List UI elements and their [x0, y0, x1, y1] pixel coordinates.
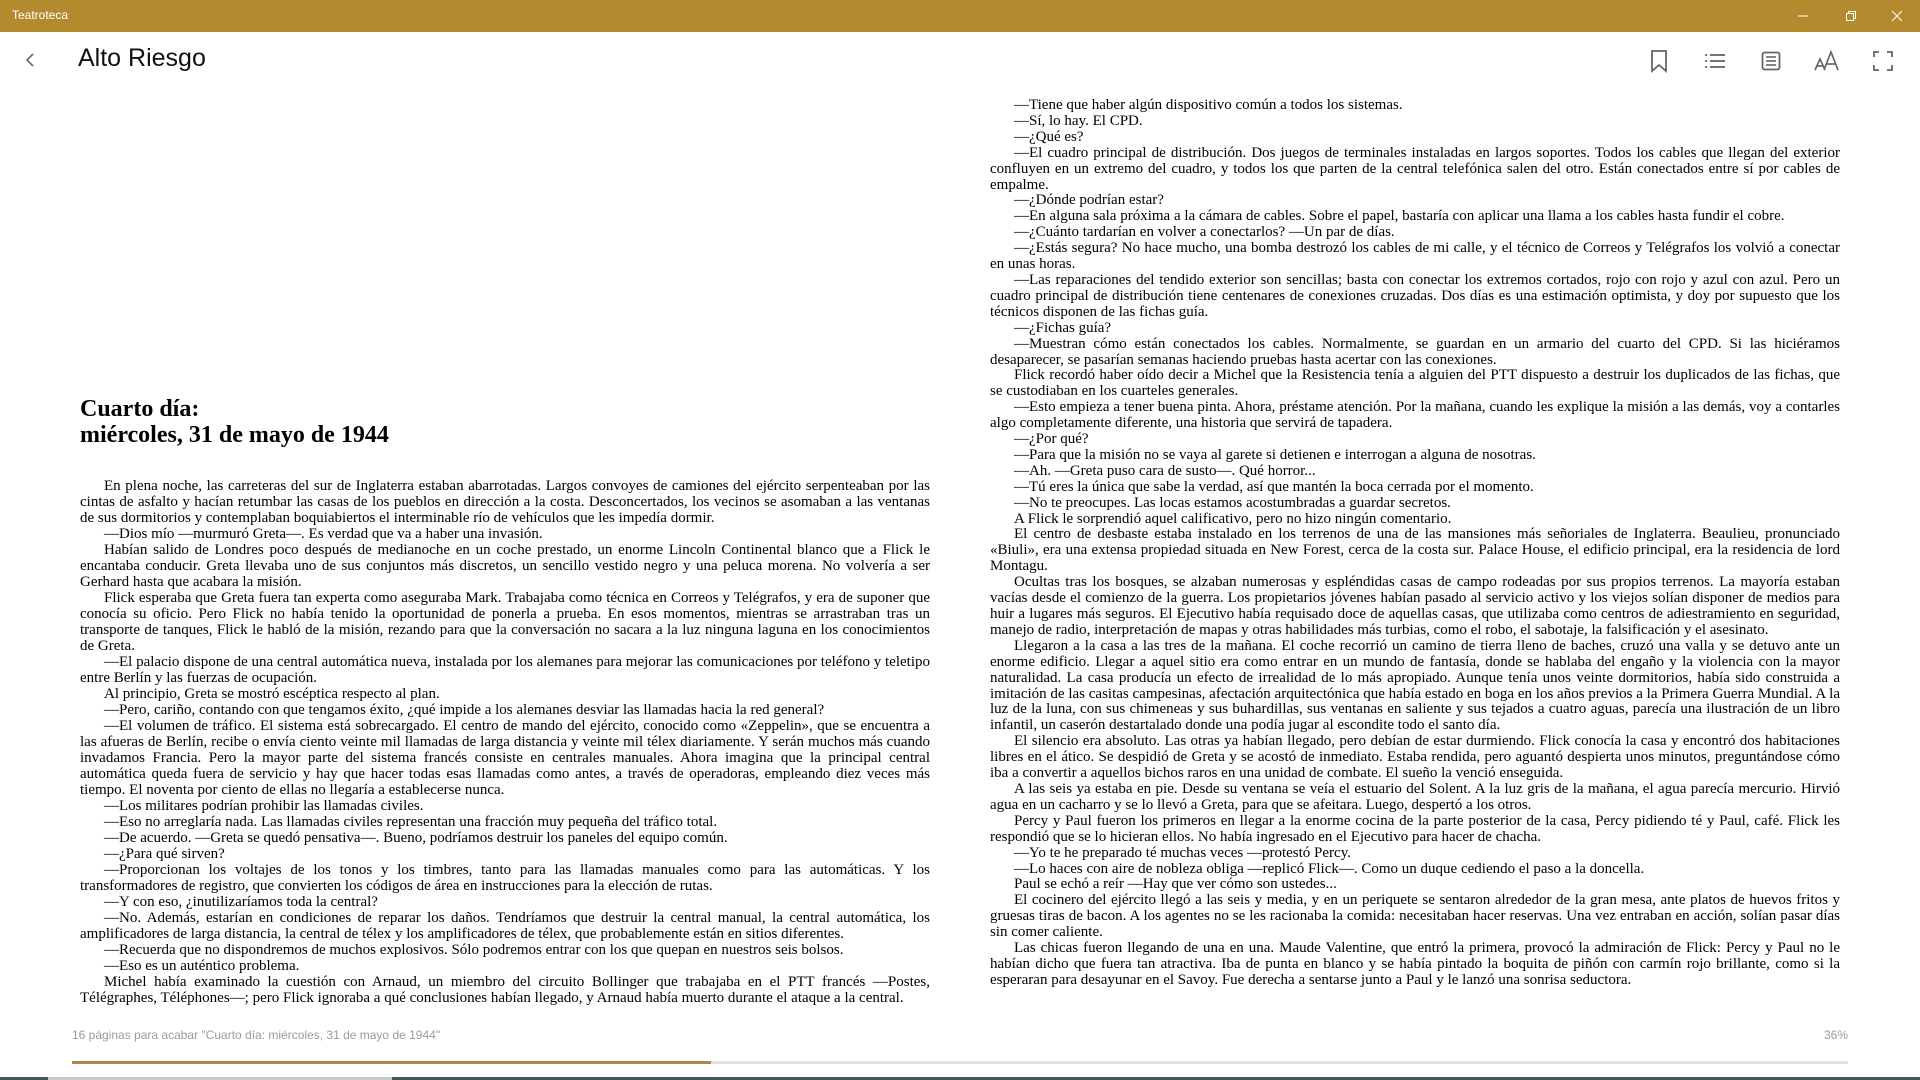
paragraph: —¿Fichas guía? [1014, 319, 1112, 336]
paragraph: —Lo haces con aire de nobleza obliga —replicó Flick—. Como un duque cediendo el paso a la doncella. [1014, 860, 1645, 877]
paragraph: —Eso es un auténtico problema. [104, 958, 300, 974]
paragraph: —Esto empieza a tener buena pinta. Ahora, préstame atención. Por la mañana, cuando les explique la misión a las demás, voy a contarles algo completamente diferente, una historia que servirá de tapadera. [990, 399, 1840, 432]
back-button[interactable] [18, 48, 42, 72]
chevron-left-icon [18, 48, 42, 72]
paragraph: —En alguna sala próxima a la cámara de cables. Sobre el papel, bastaría con aplicar una llama a los cables hasta fundir el cobre. [1014, 208, 1785, 225]
paragraph: En plena noche, las carreteras del sur de Inglaterra estaban abarrotadas. Largos convoyes de camiones del ejército serpenteaban por las cintas de asfalto y hacían retumbar las casas de los pueblos en dirección a la costa. Desconcertados, los vecinos se asomaban a las ventanas de sus dormitorios y contemplaban boquiabiertos el interminable río de vehículos que les impedía dormir. [80, 478, 930, 526]
paragraph: —Tú eres la única que sabe la verdad, así que mantén la boca cerrada por el momento. [1014, 478, 1534, 495]
paragraph: —El volumen de tráfico. El sistema está sobrecargado. El centro de mando del ejército, conocido como «Zeppelin», que se encuentra a las afueras de Berlín, recibe o envía ciento veinte mil llamadas de larga distancia y veinte mil télex diariamente. Y serán muchos más cuando invadamos Francia. Pero la mayor parte del sistema francés consiste en centrales manuales. Ahora imagina que la principal central automática queda fuera de servicio y hay que hacer todas esas llamadas como antes, a través de operadoras, empleando diez veces más tiempo. El noventa por ciento de ellas no llegaría a establecerse nunca. [80, 718, 930, 798]
paragraph: —El cuadro principal de distribución. Dos juegos de terminales instaladas en largos soportes. Todos los cables que llegan del exterior confluyen en un extremo del cuadro, y todos los que parten de la central telefónica salen del otro. Están conectados entre sí por cables de empalme. [990, 144, 1840, 193]
paragraph: —Y con eso, ¿inutilizaríamos toda la central? [104, 894, 378, 910]
paragraph: Percy y Paul fueron los primeros en llegar a la enorme cocina de la parte posterior de la casa, Percy pidiendo té y Paul, café. Flick les respondió que se lo hicieran ellos. No había ingresado en el Ejecutivo para hacer de chacha. [990, 812, 1840, 845]
right-page-text [990, 98, 1840, 989]
minimize-button[interactable] [1780, 0, 1826, 32]
bookmark-button[interactable] [1644, 46, 1674, 76]
fullscreen-icon [1873, 51, 1893, 71]
paragraph: El cocinero del ejército llegó a las seis y media, y en un periquete se sentaron alrededor de la gran mesa, ante platos de huevos fritos y gruesas tiras de bacon. A los agentes no se les racionaba la comida: necesitaban hacer reservas. Una vez entraban en acción, solían pasar días sin comer caliente. [990, 892, 1840, 941]
font-size-button[interactable] [1812, 46, 1842, 76]
paragraph: Flick recordó haber oído decir a Michel que la Resistencia tenía a alguien del PTT dispuesto a destruir los duplicados de las fichas, que se custodiaban en los cuarteles generales. [990, 367, 1840, 400]
fullscreen-button[interactable] [1868, 46, 1898, 76]
paragraph: —Ah. —Greta puso cara de susto—. Qué horror... [1014, 462, 1316, 479]
notes-button[interactable] [1756, 46, 1786, 76]
paragraph: —Recuerda que no dispondremos de muchos explosivos. Sólo podremos entrar con los que quepan en nuestros seis bolsos. [104, 942, 844, 958]
paragraph: —Dios mío —murmuró Greta—. Es verdad que va a haber una invasión. [104, 526, 543, 542]
paragraph: —Muestran cómo están conectados los cables. Normalmente, se guardan en un armario del cuarto del CPD. Si las hiciéramos desaparecer, se pasarían semanas haciendo pruebas hasta acertar con las conexiones. [990, 335, 1840, 368]
paragraph: —¿Por qué? [1014, 431, 1089, 448]
list-icon [1704, 51, 1726, 71]
paragraph: —Para que la misión no se vaya al garete si detienen e interrogan a alguna de nosotras. [1014, 446, 1536, 463]
paragraph: —Proporcionan los voltajes de los tonos y los timbres, tanto para las llamadas manuales como para las automáticas. Y los transformadores de registro, que convierten los códigos de área en instrucciones para la elección de rutas. [80, 862, 930, 894]
paragraph: Paul se echó a reír —Hay que ver cómo son ustedes... [1014, 876, 1337, 893]
paragraph: —¿Cuánto tardarían en volver a conectarlos? —Un par de días. [1014, 224, 1395, 241]
book-title: Alto Riesgo [78, 44, 206, 72]
paragraph: Flick esperaba que Greta fuera tan experta como aseguraba Mark. Trabajaba como técnica en Correos y Telégrafos, y era de suponer que conocía su oficio. Pero Flick no había tenido la oportunidad de ponerla a prueba. En esos momentos, mientras se arrastraban tras un transporte de tanques, Flick le habló de la misión, rezando para que la conversación no sacara a la luz ninguna laguna en los conocimientos de Greta. [80, 590, 930, 654]
restore-icon [1846, 11, 1856, 21]
paragraph: —De acuerdo. —Greta se quedó pensativa—. Bueno, podríamos destruir los paneles del equipo común. [104, 830, 728, 846]
progress-percent: 36% [1823, 1028, 1848, 1042]
paragraph: —Yo te he preparado té muchas veces —protestó Percy. [1014, 844, 1351, 861]
app-name: Teatroteca [12, 8, 69, 22]
paragraph: Llegaron a la casa a las tres de la mañana. El coche recorrió un camino de tierra lleno de baches, cruzó una valla y se detuvo ante un enorme edificio. Llegar a aquel sitio era como entrar en un mundo de fantasía, donde se hablaba del engaño y la violencia con la mayor naturalidad. La casa producía un efecto de irrealidad de lo más apropiado. Aunque tenía unos veinte dormitorios, había sido construida a imitación de las casitas campesinas, afectación arquitectónica que había estado en boga en los años previos a la Primera Guerra Mundial. A la luz de la luna, con sus chimeneas y sus buhardillas, sus ventanas en saliente y sus tejados a cuatro aguas, parecía una ilustración de un libro infantil, un caserón destartalado donde una podía jugar al escondite todo el santo día. [990, 637, 1840, 734]
chapter-title-line2: miércoles, 31 de mayo de 1944 [80, 422, 389, 448]
paragraph: —Eso no arreglaría nada. Las llamadas civiles representan una fracción muy pequeña del tráfico total. [104, 814, 718, 830]
bookmark-icon [1649, 49, 1669, 73]
paragraph: Ocultas tras los bosques, se alzaban numerosas y espléndidas casas de campo rodeadas por sus propios terrenos. La mayoría estaban vacías desde el comienzo de la guerra. Los propietarios jóvenes habían pasado al servicio activo y los viejos solían disponer de medios para huir a lugares más seguros. El Ejecutivo había requisado doce de aquellas casas, que utilizaba como centros de adiestramiento en seguridad, manejo de radio, interpretación de mapas y otras habilidades más turbias, como el robo, el sabotaje, la falsificación y el asesinato. [990, 574, 1840, 638]
paragraph: El silencio era absoluto. Las otras ya habían llegado, pero debían de estar durmiendo. Flick conocía la casa y encontró dos habitaciones libres en el ático. Se despidió de Greta y se acostó de inmediato. Estaba rendida, pero aguantó despierta unos minutos, preguntándose cómo iba a convertir a aquellos bichos raros en una unidad de combate. El sueño la venció enseguida. [990, 733, 1840, 782]
contents-button[interactable] [1700, 46, 1730, 76]
paragraph: —No. Además, estarían en condiciones de reparar los daños. Tendríamos que destruir la central manual, la central automática, los amplificadores de larga distancia, la central de télex y los amplificadores de télex, que probablemente están en sitios diferentes. [80, 910, 930, 942]
right-page [990, 98, 1840, 989]
title-bar [0, 0, 1920, 32]
pages-remaining: 16 páginas para acabar "Cuarto día: miércoles, 31 de mayo de 1944" [72, 1028, 441, 1042]
chapter-title [80, 396, 930, 448]
reading-progress-fill [72, 1061, 711, 1064]
reader-header [0, 32, 1920, 90]
minimize-icon [1798, 11, 1808, 21]
paragraph: —¿Qué es? [1014, 128, 1084, 145]
paragraph: —Pero, cariño, contando con que tengamos éxito, ¿qué impide a los alemanes desviar las llamadas hacia la red general? [104, 702, 825, 718]
notes-icon [1761, 51, 1781, 71]
paragraph: —Las reparaciones del tendido exterior son sencillas; basta con conectar los extremos cortados, rojo con rojo y azul con azul. Pero un cuadro principal de distribución tiene centenares de conexiones cruzadas. Dos días es una estimación optimista, y doy por supuesto que los técnicos disponen de las fichas guía. [990, 271, 1840, 320]
left-page-text [80, 478, 930, 1006]
paragraph: —¿Para qué sirven? [104, 846, 225, 862]
paragraph: —¿Estás segura? No hace mucho, una bomba destrozó los cables de mi calle, y el técnico de Correos y Telégrafos los volvió a conectar en unas horas. [990, 240, 1840, 273]
paragraph: —El palacio dispone de una central automática nueva, instalada por los alemanes para mejorar las comunicaciones por teléfono y teletipo entre Berlín y las fuerzas de ocupación. [80, 654, 930, 686]
paragraph: Al principio, Greta se mostró escéptica respecto al plan. [104, 686, 440, 702]
reading-progress-bar[interactable] [72, 1061, 1848, 1064]
paragraph: —No te preocupes. Las locas estamos acostumbradas a guardar secretos. [1014, 494, 1451, 511]
paragraph: Michel había examinado la cuestión con Arnaud, un miembro del circuito Bollinger que trabajaba en el PTT francés —Postes, Télégraphes, Téléphones—; pero Flick ignoraba a qué conclusiones habían llegado, y Arnaud había muerto durante el ataque a la central. [80, 974, 930, 1006]
paragraph: El centro de desbaste estaba instalado en los terrenos de una de las mansiones más señoriales de Inglaterra. Beaulieu, pronunciado «Biuli», era una extensa propiedad situada en New Forest, cerca de la costa sur. Palace House, el edificio principal, era la residencia de lord Montagu. [990, 526, 1840, 575]
paragraph: Las chicas fueron llegando de una en una. Maude Valentine, que entró la primera, provocó la admiración de Flick: Percy y Paul no le habían dicho que fuera tan atractiva. Iba de punta en blanco y se había pintado la boquita de piñón con carmín rojo brillante, como si la esperaran para desayunar en el Savoy. Fue derecha a sentarse junto a Paul y le lanzó una sonrisa seductora. [990, 940, 1840, 988]
paragraph: A las seis ya estaba en pie. Desde su ventana se veía el estuario del Solent. A la luz gris de la mañana, el agua parecía mercurio. Hirvió agua en un cacharro y se lo llevó a Greta, para que se afeitara. Luego, despertó a los otros. [990, 780, 1840, 813]
paragraph: A Flick le sorprendió aquel calificativo, pero no hizo ningún comentario. [1014, 510, 1452, 527]
restore-button[interactable] [1828, 0, 1874, 32]
chapter-title-line1: Cuarto día: [80, 396, 200, 422]
close-icon [1892, 11, 1902, 21]
close-button[interactable] [1874, 0, 1920, 32]
font-size-icon [1814, 50, 1840, 72]
paragraph: Habían salido de Londres poco después de medianoche en un coche prestado, un enorme Lincoln Continental blanco que a Flick le encantaba conducir. Greta llevaba uno de sus conjuntos más discretos, un sencillo vestido negro y una peluca morena. No volvería a ser Gerhard hasta que acabara la misión. [80, 542, 930, 590]
paragraph: —Sí, lo hay. El CPD. [1014, 112, 1143, 129]
left-page [80, 396, 930, 1006]
paragraph: —¿Dónde podrían estar? [1014, 192, 1164, 209]
paragraph: —Tiene que haber algún dispositivo común a todos los sistemas. [1014, 97, 1403, 113]
paragraph: —Los militares podrían prohibir las llamadas civiles. [104, 798, 424, 814]
